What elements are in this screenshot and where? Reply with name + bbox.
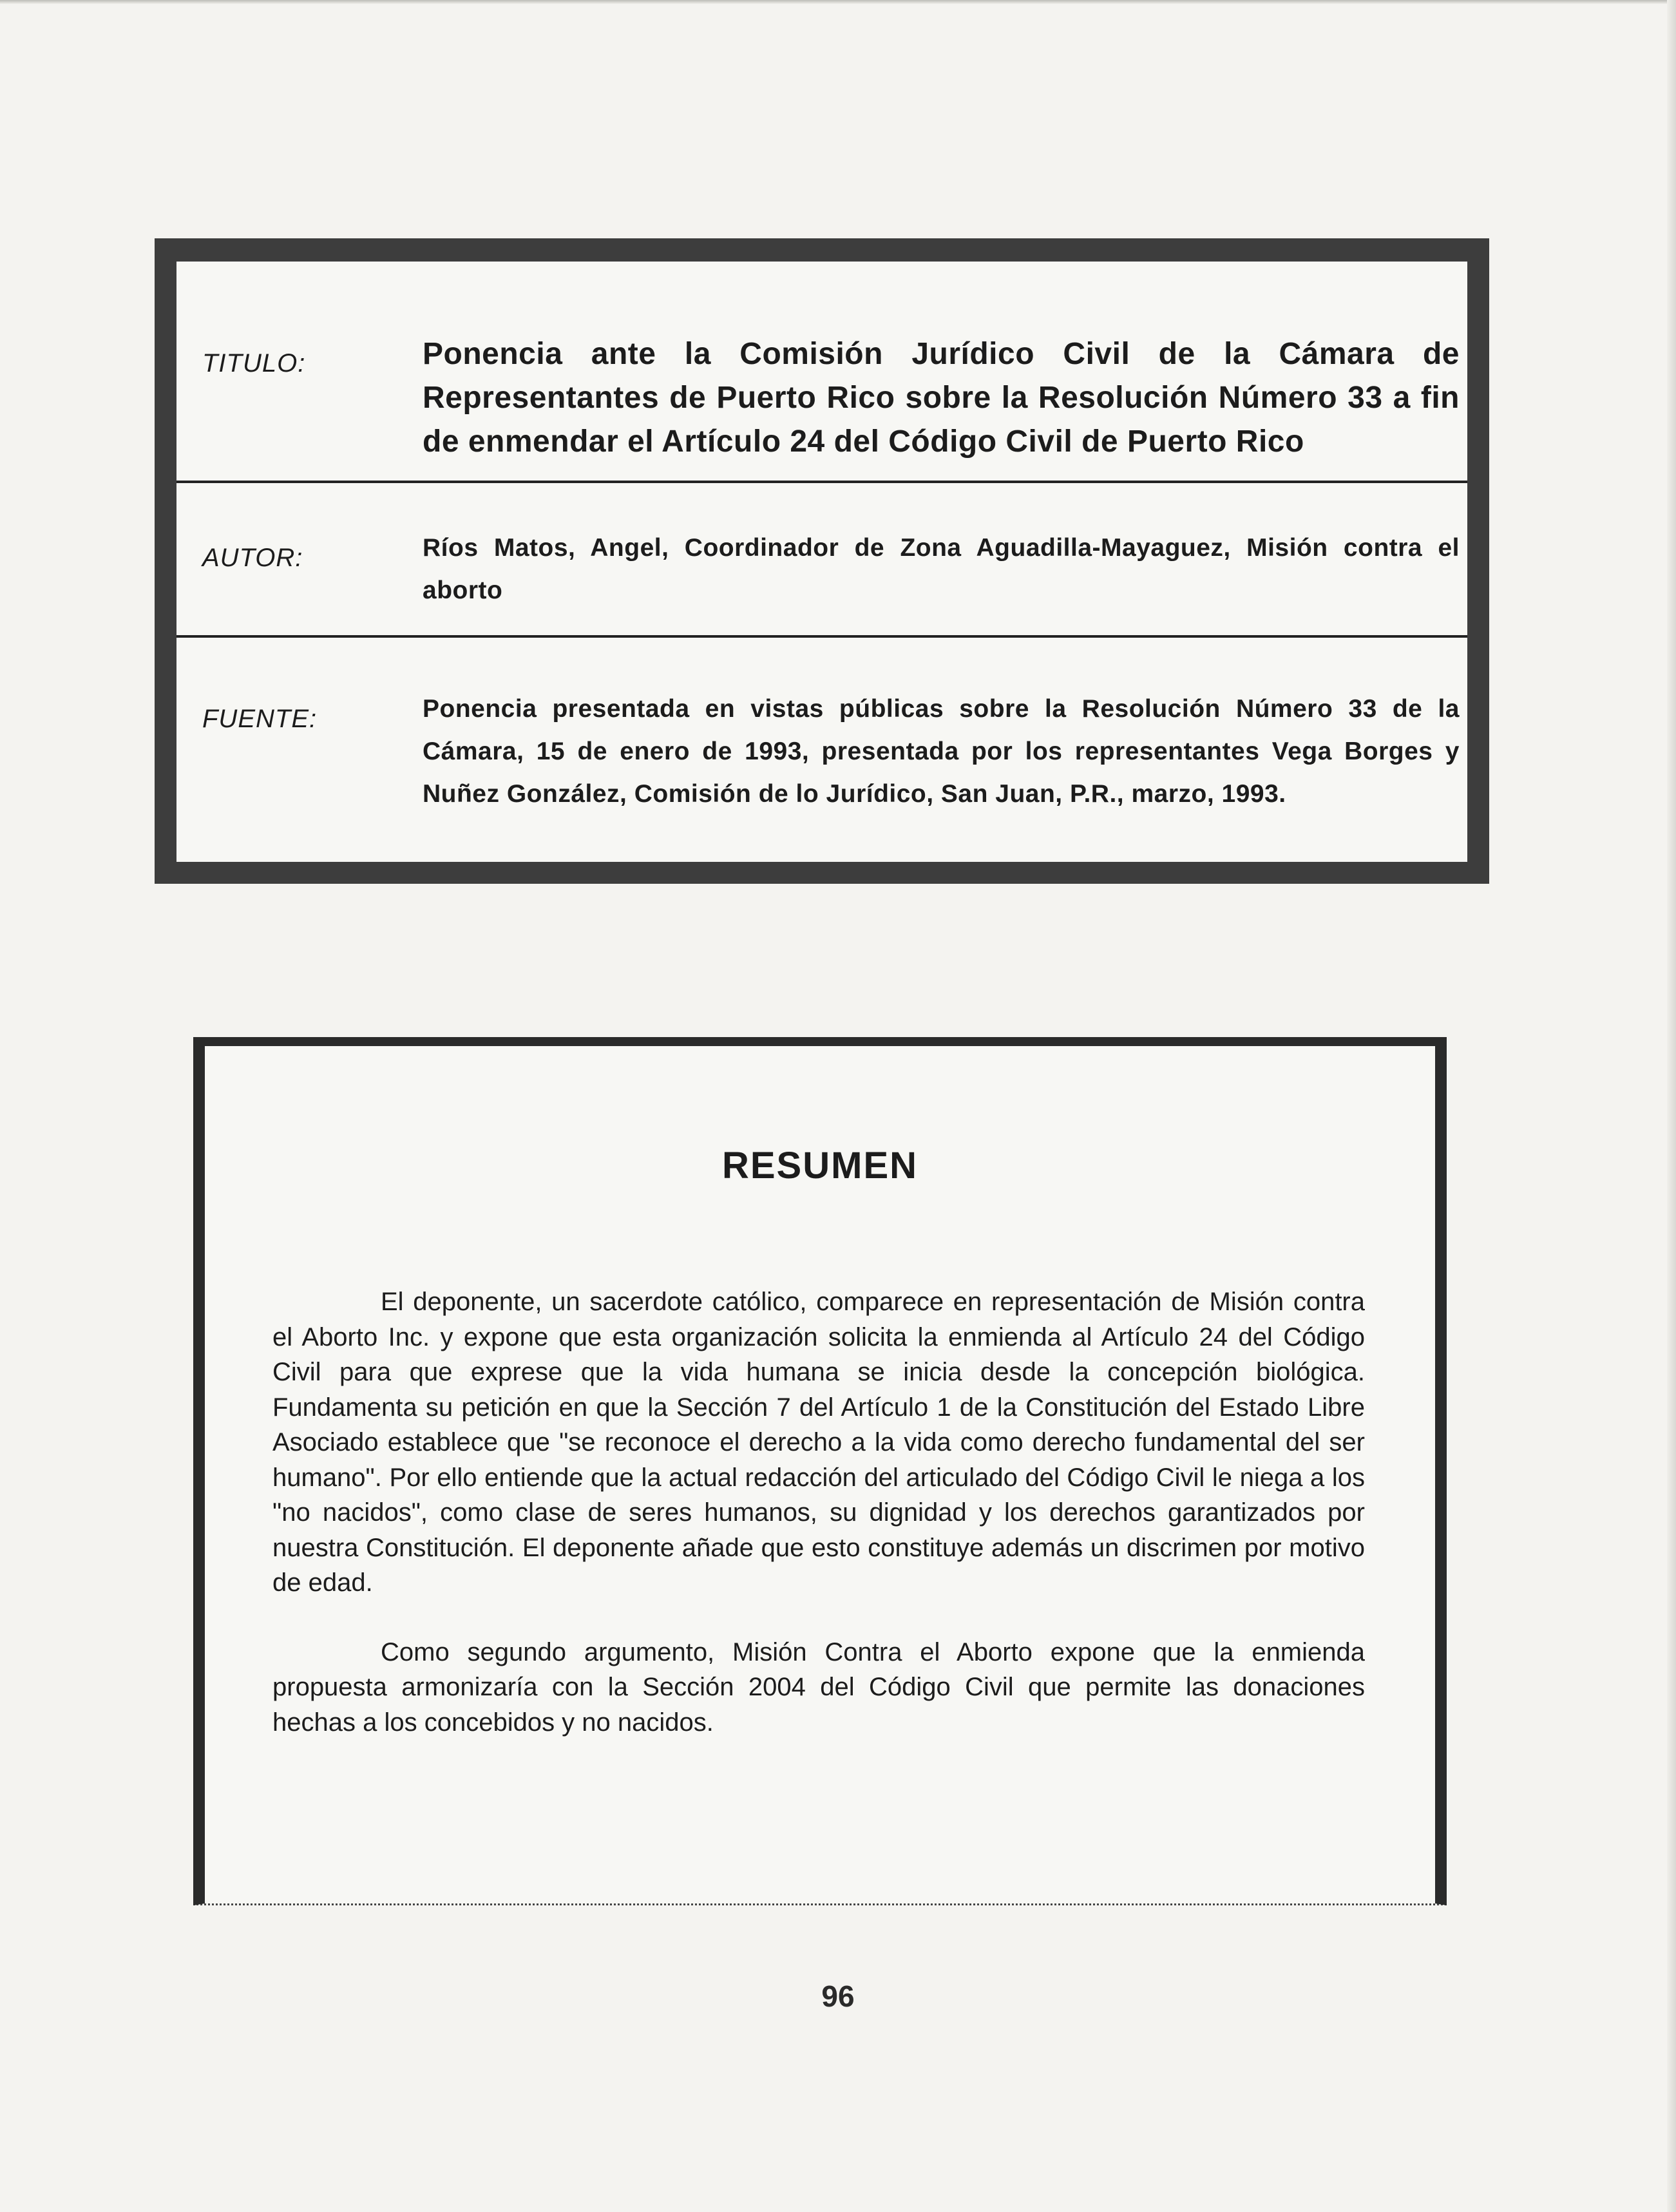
summary-paragraph: Como segundo argumento, Misión Contra el Aborto expone que la enmienda propuesta armonizaría con la Sección 2004 del Código Civil que permite las donaciones hechas a los concebidos y no nacidos. xyxy=(272,1637,1365,1737)
fuente-row xyxy=(176,638,1467,882)
summary-paragraph: El deponente, un sacerdote católico, comparece en representación de Misión contra el Aborto Inc. y expone que esta organización solicita la enmienda al Artículo 24 del Código Civil para que exprese que la vida humana se inicia desde la concepción biológica. Fundamenta su petición en que la Sección 7 del Artículo 1 de la Constitución del Estado Libre Asociado establece que "se reconoce el derecho a la vida como derecho fundamental del ser humano". Por ello entiende que la actual redacción del articulado del Código Civil le niega a los "no nacidos", como clase de seres humanos, su dignidad y los derechos garantizados por nuestra Constitución. El deponente añade que esto constituye además un discrimen por motivo de edad. xyxy=(272,1288,1365,1597)
summary-body xyxy=(272,1284,1365,1740)
summary-heading: RESUMEN xyxy=(721,1145,919,1187)
autor-row xyxy=(176,483,1467,631)
fuente-label: FUENTE: xyxy=(202,705,318,733)
autor-label: AUTOR: xyxy=(202,544,303,572)
titulo-value: Ponencia ante la Comisión Jurídico Civil de la Cámara de Representantes de Puerto Rico sobre la Resolución Número 33 a fin de enmendar el Artículo 24 del Código Civil de Puerto Rico xyxy=(423,337,1460,459)
titulo-row xyxy=(176,262,1467,468)
page-top-edge xyxy=(0,0,1676,4)
page-number: 96 xyxy=(821,1979,855,2013)
autor-value: Ríos Matos, Angel, Coordinador de Zona Aguadilla-Mayaguez, Misión contra el aborto xyxy=(423,534,1460,604)
page-right-edge xyxy=(1667,0,1676,2212)
metadata-box xyxy=(155,238,1489,884)
summary-box xyxy=(193,1037,1447,1905)
titulo-label: TITULO: xyxy=(202,349,306,377)
fuente-value: Ponencia presentada en vistas públicas sobre la Resolución Número 33 de la Cámara, 15 de enero de 1993, presentada por los representantes Vega Borges y Nuñez González, Comisión de lo Jurídico, San Juan, P.R., marzo, 1993. xyxy=(423,695,1460,808)
